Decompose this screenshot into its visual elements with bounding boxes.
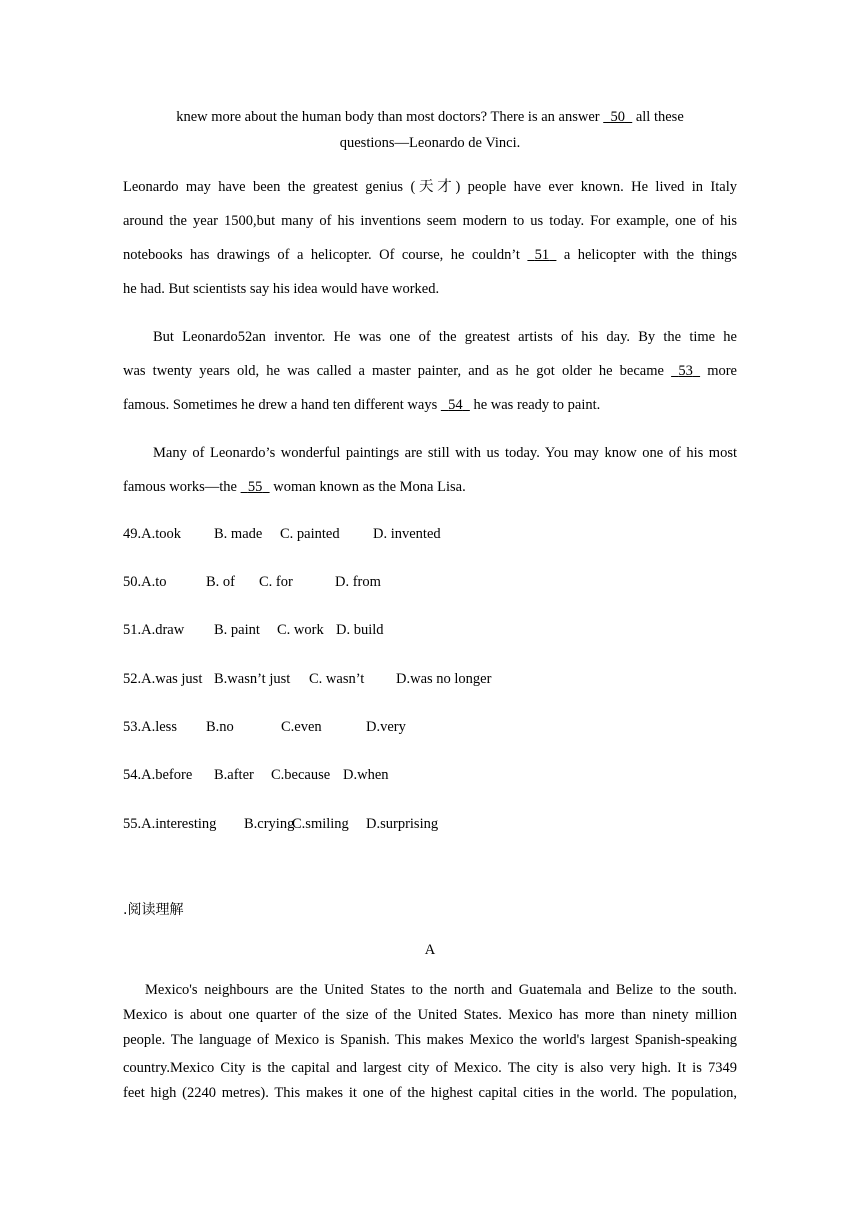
mexico-line-2: Mexico is about one quarter of the size of the United States. Mexico has more than ninety million bbox=[123, 1007, 737, 1023]
option-c: C.because bbox=[271, 767, 331, 783]
blank-54: 54 bbox=[448, 397, 463, 413]
blank-51: 51 bbox=[534, 247, 550, 263]
section-heading: .阅读理解 bbox=[123, 902, 184, 918]
option-d: D. from bbox=[335, 574, 381, 590]
option-a: 53.A.less bbox=[123, 719, 177, 735]
option-c: C.even bbox=[281, 719, 322, 735]
para1-line-1: Leonardo may have been the greatest genius (天才) people have ever known. He lived in Italy bbox=[123, 179, 737, 195]
option-d: D.very bbox=[366, 719, 406, 735]
option-d: D.surprising bbox=[366, 816, 439, 832]
para1-line-3: notebooks has drawings of a helicopter. Of course, he couldn’t 51 a helicopter with the things bbox=[123, 247, 737, 263]
option-c: C.smiling bbox=[292, 816, 349, 832]
passage-line-1 bbox=[0, 108, 860, 126]
mexico-line-4: country.Mexico City is the capital and largest city of Mexico. The city is also very high. It is 7349 bbox=[123, 1060, 737, 1076]
option-b: B. made bbox=[214, 526, 263, 542]
option-a: 49.A.took bbox=[123, 526, 181, 542]
option-d: D.when bbox=[343, 767, 389, 783]
para3-line-1: Many of Leonardo’s wonderful paintings are still with us today. You may know one of his most bbox=[153, 445, 737, 461]
option-a: 51.A.draw bbox=[123, 622, 185, 638]
text-segment: knew more about the human body than most doctors? There is an answer bbox=[176, 109, 604, 125]
para2-line-3: famous. Sometimes he drew a hand ten different ways 54 he was ready to paint. bbox=[123, 397, 601, 413]
option-d: D.was no longer bbox=[396, 671, 492, 687]
option-b: B. paint bbox=[214, 622, 260, 638]
passage-line-2: questions—Leonardo de Vinci. bbox=[339, 135, 521, 151]
para2-line-2: was twenty years old, he was called a master painter, and as he got older he became 53 more bbox=[123, 363, 737, 379]
mexico-line-5: feet high (2240 metres). This makes it one of the highest capital cities in the world. The population, bbox=[123, 1085, 737, 1101]
option-c: C. wasn’t bbox=[309, 671, 365, 687]
mexico-line-3: people. The language of Mexico is Spanish. This makes Mexico the world's largest Spanish-speaking bbox=[123, 1032, 737, 1048]
blank-50: 50 bbox=[610, 109, 625, 125]
blank-55: 55 bbox=[247, 479, 263, 495]
option-c: C. work bbox=[277, 622, 324, 638]
option-b: B.crying bbox=[244, 816, 295, 832]
option-b: B. of bbox=[206, 574, 235, 590]
para2-line-1: But Leonardo52an inventor. He was one of the greatest artists of his day. By the time he bbox=[153, 329, 737, 345]
option-a: 50.A.to bbox=[123, 574, 167, 590]
option-d: D. invented bbox=[373, 526, 441, 542]
para1-line-2: around the year 1500,but many of his inventions seem modern to us today. For example, one of his bbox=[123, 213, 737, 229]
option-c: C. painted bbox=[280, 526, 340, 542]
option-b: B.wasn’t just bbox=[214, 671, 291, 687]
option-c: C. for bbox=[259, 574, 293, 590]
option-a: 54.A.before bbox=[123, 767, 193, 783]
blank-52: 52 bbox=[237, 329, 253, 345]
mexico-line-1: Mexico's neighbours are the United States to the north and Guatemala and Belize to the south. bbox=[145, 982, 737, 998]
blank-53: 53 bbox=[678, 363, 693, 379]
option-a: 52.A.was just bbox=[123, 671, 203, 687]
option-b: B.after bbox=[214, 767, 254, 783]
para1-line-4: he had. But scientists say his idea would have worked. bbox=[123, 281, 440, 297]
para3-line-2: famous works—the 55 woman known as the Mona Lisa. bbox=[123, 479, 466, 495]
option-a: 55.A.interesting bbox=[123, 816, 217, 832]
section-letter: A bbox=[424, 942, 436, 958]
text-segment: all these bbox=[632, 109, 684, 125]
option-b: B.no bbox=[206, 719, 234, 735]
option-d: D. build bbox=[336, 622, 384, 638]
